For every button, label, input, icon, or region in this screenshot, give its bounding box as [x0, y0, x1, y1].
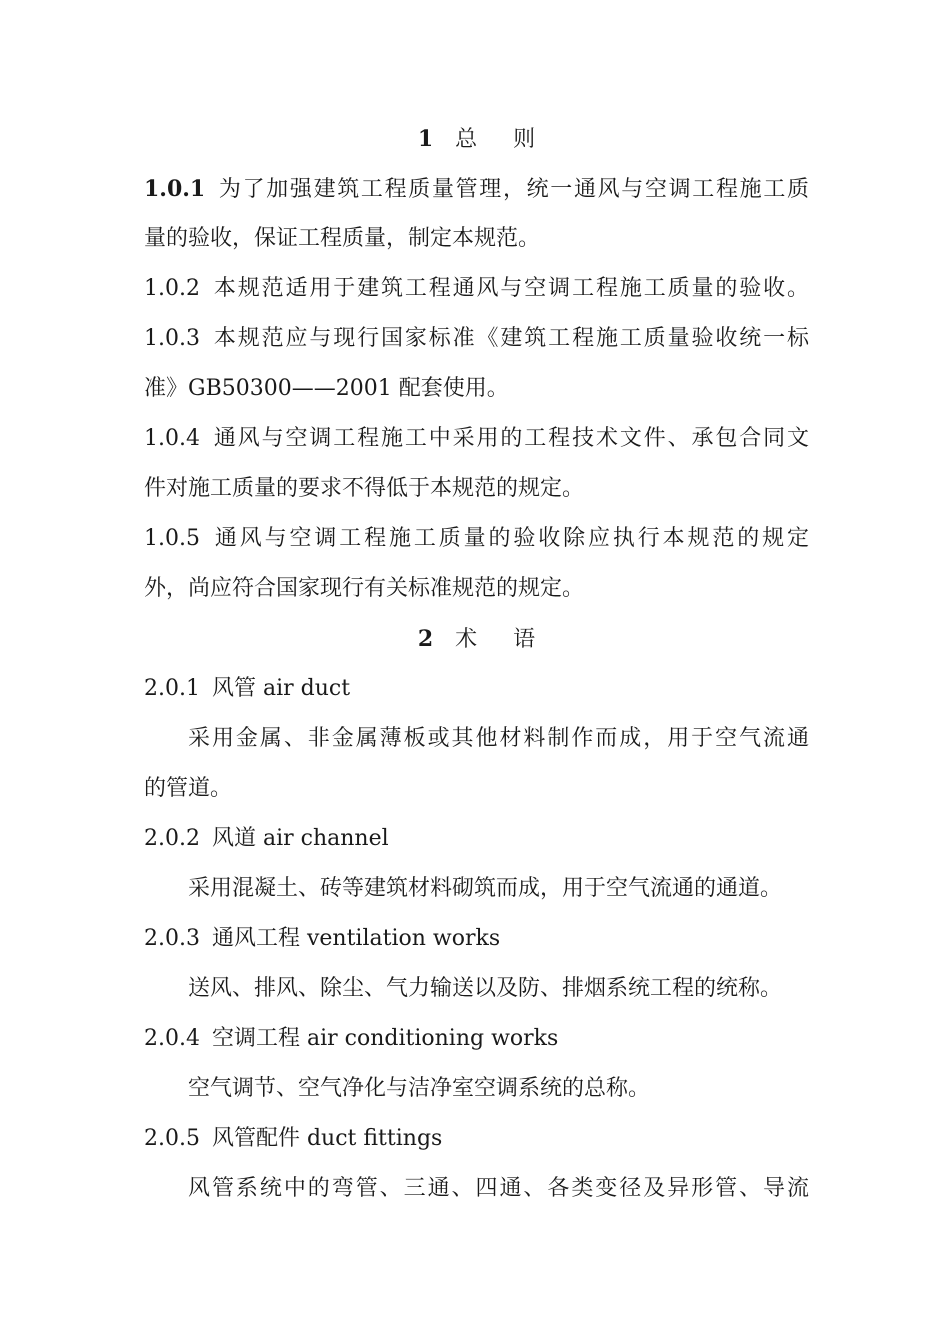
term-name: 空调工程 air conditioning works: [211, 1026, 559, 1051]
term-2-0-3: [144, 914, 809, 964]
clause-1-0-4-line-2: 件对施工质量的要求不得低于本规范的规定。: [144, 476, 585, 501]
term-2-0-1-definition-line-1: 采用金属、非金属薄板或其他材料制作而成，用于空气流通: [188, 726, 809, 751]
clause-number: 1.0.3: [144, 326, 200, 351]
term-name: 风管 air duct: [211, 676, 351, 701]
clause-1-0-4-line-1: [144, 414, 809, 464]
clause-1-0-3-line-2: 准》GB50300——2001 配套使用。: [144, 376, 509, 401]
clause-text: 通风与空调工程施工质量的验收除应执行本规范的规定: [211, 526, 809, 551]
term-2-0-1: [144, 664, 809, 714]
clause-1-0-5-line-2: 外，尚应符合国家现行有关标准规范的规定。: [144, 576, 585, 601]
term-number: 2.0.2: [144, 826, 200, 851]
clause-text: 本规范应与现行国家标准《建筑工程施工质量验收统一标: [211, 326, 809, 351]
term-number: 2.0.1: [144, 676, 200, 701]
clause-text: 通风与空调工程施工中采用的工程技术文件、承包合同文: [211, 426, 809, 451]
clause-number: 1.0.2: [144, 276, 200, 301]
section-heading-1: [144, 114, 809, 164]
clause-1-0-2-line-1: [144, 264, 809, 314]
term-name: 通风工程 ventilation works: [211, 926, 501, 951]
term-2-0-4-definition: 空气调节、空气净化与洁净室空调系统的总称。: [188, 1076, 651, 1101]
term-2-0-2: [144, 814, 809, 864]
clause-number: 1.0.4: [144, 426, 200, 451]
document-page: [144, 114, 809, 1214]
term-number: 2.0.4: [144, 1026, 200, 1051]
clause-1-0-1-line-1: [144, 164, 809, 214]
term-2-0-2-definition: 采用混凝土、砖等建筑材料砌筑而成，用于空气流通的通道。: [188, 876, 783, 901]
clause-1-0-3-line-1: [144, 314, 809, 364]
term-2-0-1-definition-line-2: 的管道。: [144, 776, 233, 801]
clause-text: 本规范适用于建筑工程通风与空调工程施工质量的验收。: [211, 276, 809, 301]
term-name: 风管配件 duct fittings: [211, 1126, 443, 1151]
term-2-0-5-definition-line-1: 风管系统中的弯管、三通、四通、各类变径及异形管、导流: [188, 1176, 809, 1201]
term-number: 2.0.3: [144, 926, 200, 951]
term-number: 2.0.5: [144, 1126, 200, 1151]
section-title: 术语: [455, 627, 572, 652]
section-title: 总则: [455, 127, 572, 152]
clause-1-0-1-line-2: 量的验收，保证工程质量，制定本规范。: [144, 226, 541, 251]
clause-1-0-5-line-1: [144, 514, 809, 564]
term-2-0-4: [144, 1014, 809, 1064]
term-name: 风道 air channel: [211, 826, 389, 851]
clause-number: 1.0.1: [144, 176, 206, 202]
clause-number: 1.0.5: [144, 526, 200, 551]
clause-text: 为了加强建筑工程质量管理，统一通风与空调工程施工质: [217, 177, 809, 202]
section-heading-2: [144, 614, 809, 664]
section-number: 2: [417, 626, 434, 652]
section-number: 1: [417, 126, 434, 152]
term-2-0-5: [144, 1114, 809, 1164]
term-2-0-3-definition: 送风、排风、除尘、气力输送以及防、排烟系统工程的统称。: [188, 976, 783, 1001]
